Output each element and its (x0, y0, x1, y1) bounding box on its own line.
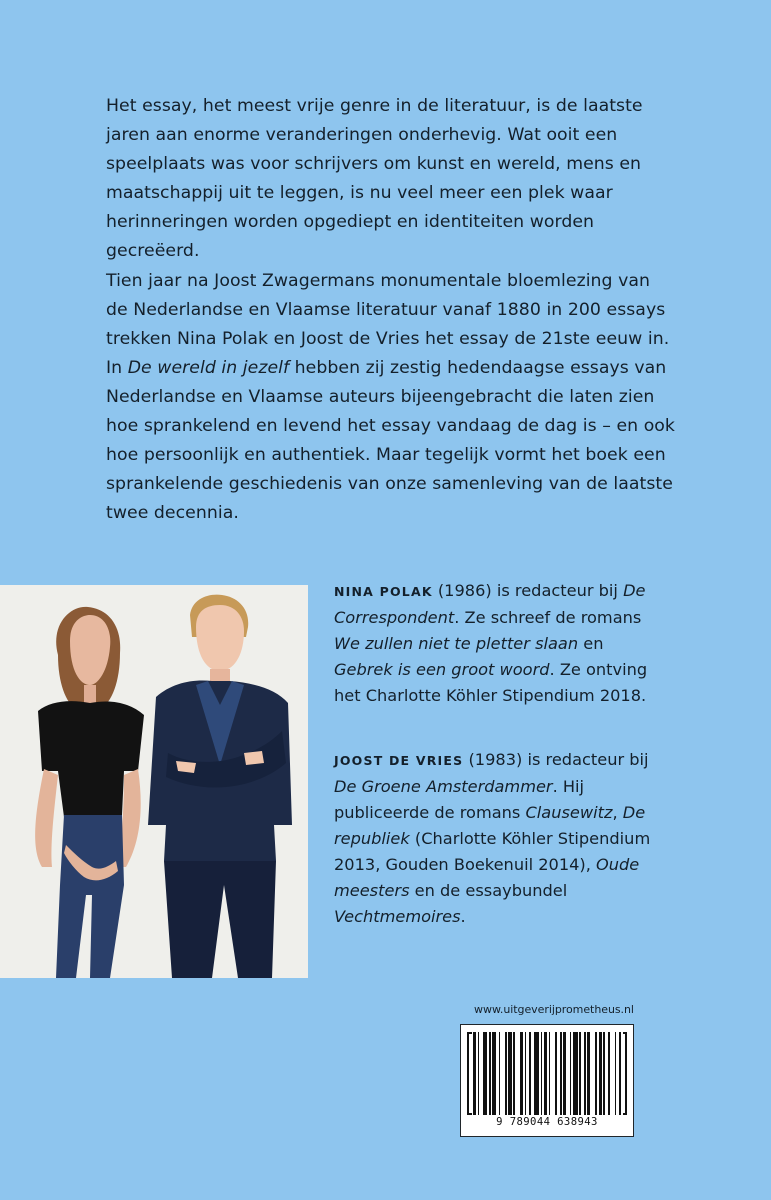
novel-title: De republiek (334, 803, 646, 848)
essay-collection-title: Vechtmemoires (334, 907, 461, 926)
authors-photo-illustration (0, 585, 308, 978)
novel-title: We zullen niet te pletter slaan (334, 634, 579, 653)
publication-title: De Correspondent (334, 581, 646, 627)
bio-text: (Charlotte Köhler Stipendium 2013, Gouden Boekenuil 2014), (334, 829, 651, 874)
isbn-number: 9 789044 638943 (496, 1116, 598, 1128)
book-title-italic: De wereld in jezelf (127, 357, 290, 378)
author-name: JOOST DE VRIES (334, 753, 464, 768)
bio-text: (1986) is redacteur bij (432, 581, 624, 600)
blurb-paragraph-2 (106, 267, 676, 529)
novel-title: Gebrek is een groot woord (334, 660, 550, 679)
author-bio-nina-polak (334, 578, 654, 709)
publisher-url: www.uitgeverijprometheus.nl (474, 1003, 634, 1016)
author-name: NINA POLAK (334, 584, 433, 599)
blurb-paragraph-1: Het essay, het meest vrije genre in de literatuur, is de laatste jaren aan enorme veranderingen onderhevig. Wat ooit een speelplaats was voor schrijvers om kunst en wereld, mens en maatschappij uit te leggen, is nu veel meer een plek waar herinneringen worden opgediept en identiteiten worden gecreëerd. (106, 96, 643, 262)
bio-text: (1983) is redacteur bij (463, 750, 649, 769)
blurb-text (106, 92, 676, 528)
isbn-barcode (460, 1024, 634, 1137)
barcode-left-bracket (467, 1032, 472, 1115)
bio-text: . Ze schreef de romans (454, 608, 642, 627)
bio-text: . (460, 907, 466, 926)
bio-text: en (578, 634, 604, 653)
barcode-bars (473, 1032, 623, 1115)
bio-text: , (612, 803, 623, 822)
barcode-bar (621, 1032, 623, 1115)
publication-title: De Groene Amsterdammer (334, 777, 553, 796)
author-bio-joost-de-vries (334, 747, 654, 930)
blurb-paragraph-2-part-2: hebben zij zestig hedendaagse essays van Nederlandse en Vlaamse auteurs bijeengebracht die laten zien hoe sprankelend en levend het essay vandaag de dag is – en ook hoe persoonlijk en authentiek. Maar tegelijk vormt het boek een sprankelende geschiedenis van onze samenleving van de laatste twee decennia. (106, 357, 675, 524)
bio-text: . Hij publiceerde de romans (334, 777, 585, 822)
bio-text: en de essaybundel (409, 881, 568, 900)
authors-photo (0, 585, 308, 978)
bio-text: . Ze ontving het Charlotte Köhler Stipendium 2018. (334, 660, 648, 705)
novel-title: Oude meesters (334, 855, 640, 900)
blurb-paragraph-2-part-1: Tien jaar na Joost Zwagermans monumentale bloemlezing van de Nederlandse en Vlaamse literatuur vanaf 1880 in 200 essays trekken Nina Polak en Joost de Vries het essay de 21ste eeuw in. In (106, 270, 670, 378)
novel-title: Clausewitz (525, 803, 613, 822)
